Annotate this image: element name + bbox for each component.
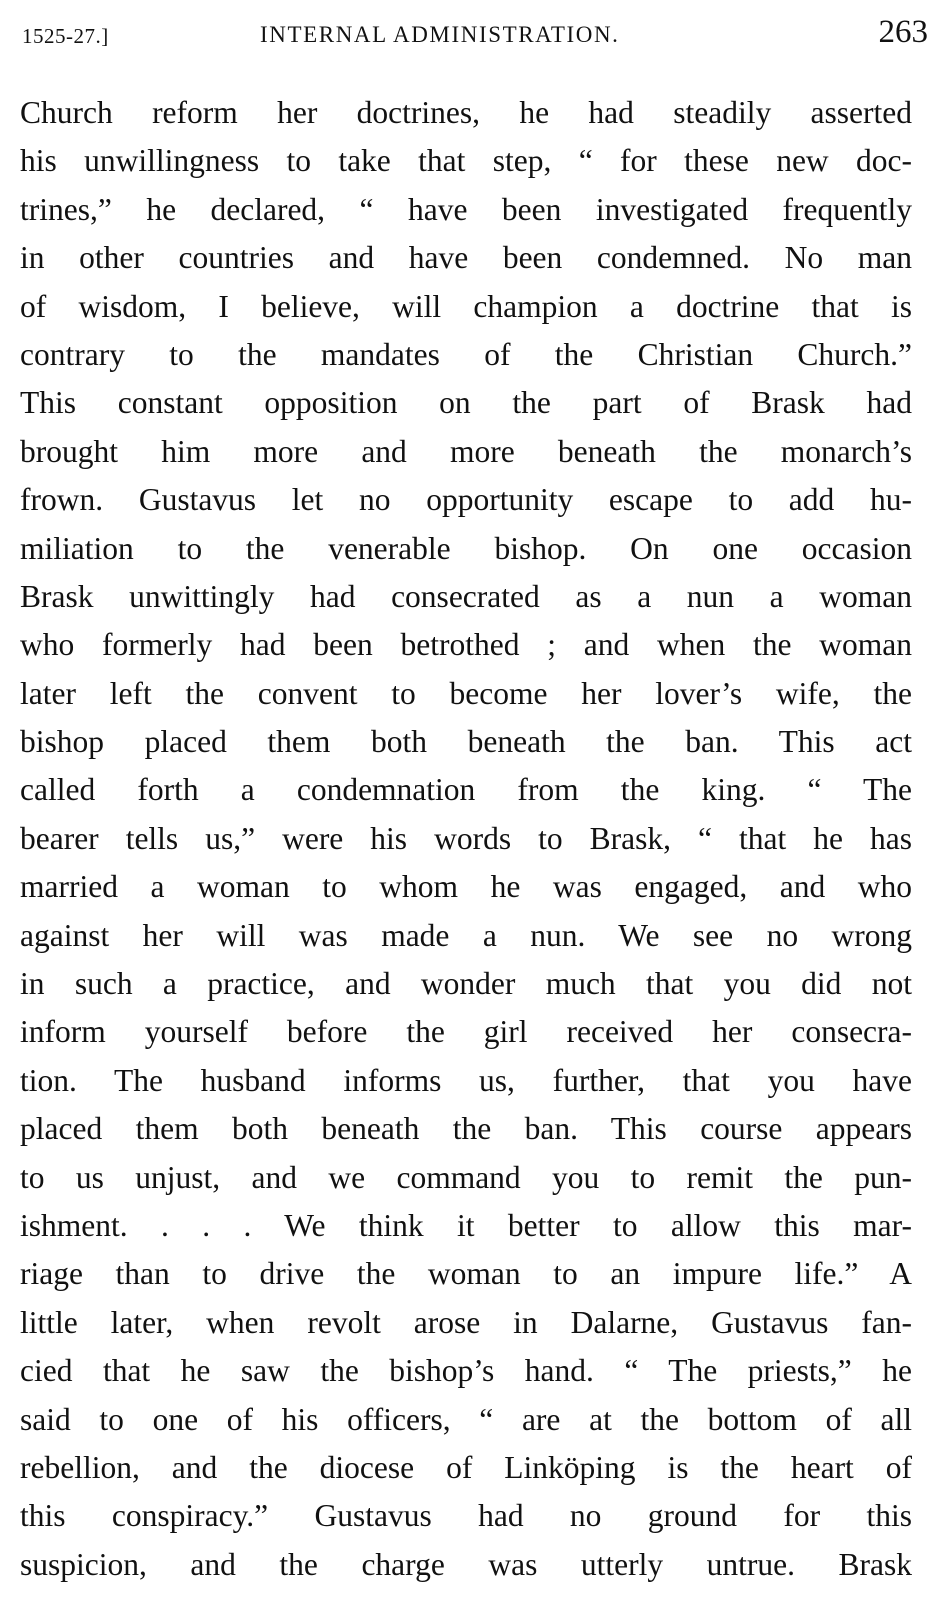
- text-line: placed them both beneath the ban. This course appears: [20, 1111, 912, 1147]
- date-range: 1525-27.]: [22, 24, 109, 48]
- text-line: miliation to the venerable bishop. On one occasion: [20, 530, 912, 566]
- text-line: tion. The husband informs us, further, that you have: [20, 1062, 912, 1098]
- page-number: 263: [878, 14, 928, 50]
- text-line: bearer tells us,” were his words to Brask, “ that he has: [20, 820, 912, 856]
- text-line: to us unjust, and we command you to remit the pun-: [20, 1159, 912, 1195]
- running-title: INTERNAL ADMINISTRATION.: [260, 22, 620, 47]
- text-line: his unwillingness to take that step, “ for these new doc-: [20, 143, 912, 179]
- text-line: married a woman to whom he was engaged, and who: [20, 869, 912, 905]
- text-line: trines,” he declared, “ have been investigated frequently: [20, 191, 912, 227]
- text-line: rebellion, and the diocese of Linköping is the heart of: [20, 1449, 912, 1485]
- text-line: frown. Gustavus let no opportunity escape to add hu-: [20, 482, 912, 518]
- text-line: this conspiracy.” Gustavus had no ground for this: [20, 1498, 912, 1534]
- text-line: contrary to the mandates of the Christian Church.”: [20, 336, 912, 372]
- text-line: brought him more and more beneath the monarch’s: [20, 433, 912, 469]
- text-line: Brask unwittingly had consecrated as a nun a woman: [20, 578, 912, 614]
- running-header: [22, 14, 928, 60]
- text-line: bishop placed them both beneath the ban. This act: [20, 724, 912, 760]
- text-line: who formerly had been betrothed ; and when the woman: [20, 627, 912, 663]
- text-line: Church reform her doctrines, he had steadily asserted: [20, 95, 912, 130]
- text-line: little later, when revolt arose in Dalarne, Gustavus fan-: [20, 1304, 912, 1340]
- text-line: cied that he saw the bishop’s hand. “ The priests,” he: [20, 1353, 912, 1389]
- text-line: later left the convent to become her lover’s wife, the: [20, 675, 912, 711]
- text-line: in other countries and have been condemned. No man: [20, 240, 912, 276]
- text-line: called forth a condemnation from the king. “ The: [20, 772, 912, 808]
- text-line: inform yourself before the girl received her consecra-: [20, 1014, 912, 1050]
- text-line: said to one of his officers, “ are at the bottom of all: [20, 1401, 912, 1437]
- text-line: of wisdom, I believe, will champion a doctrine that is: [20, 288, 912, 324]
- text-line: suspicion, and the charge was utterly untrue. Brask: [20, 1546, 912, 1582]
- text-line: This constant opposition on the part of Brask had: [20, 385, 912, 421]
- text-line: against her will was made a nun. We see no wrong: [20, 917, 912, 953]
- text-line: riage than to drive the woman to an impure life.” A: [20, 1256, 912, 1292]
- text-line: in such a practice, and wonder much that you did not: [20, 966, 912, 1002]
- body-text: [20, 89, 912, 1589]
- text-line: ishment. . . . We think it better to allow this mar-: [20, 1207, 912, 1243]
